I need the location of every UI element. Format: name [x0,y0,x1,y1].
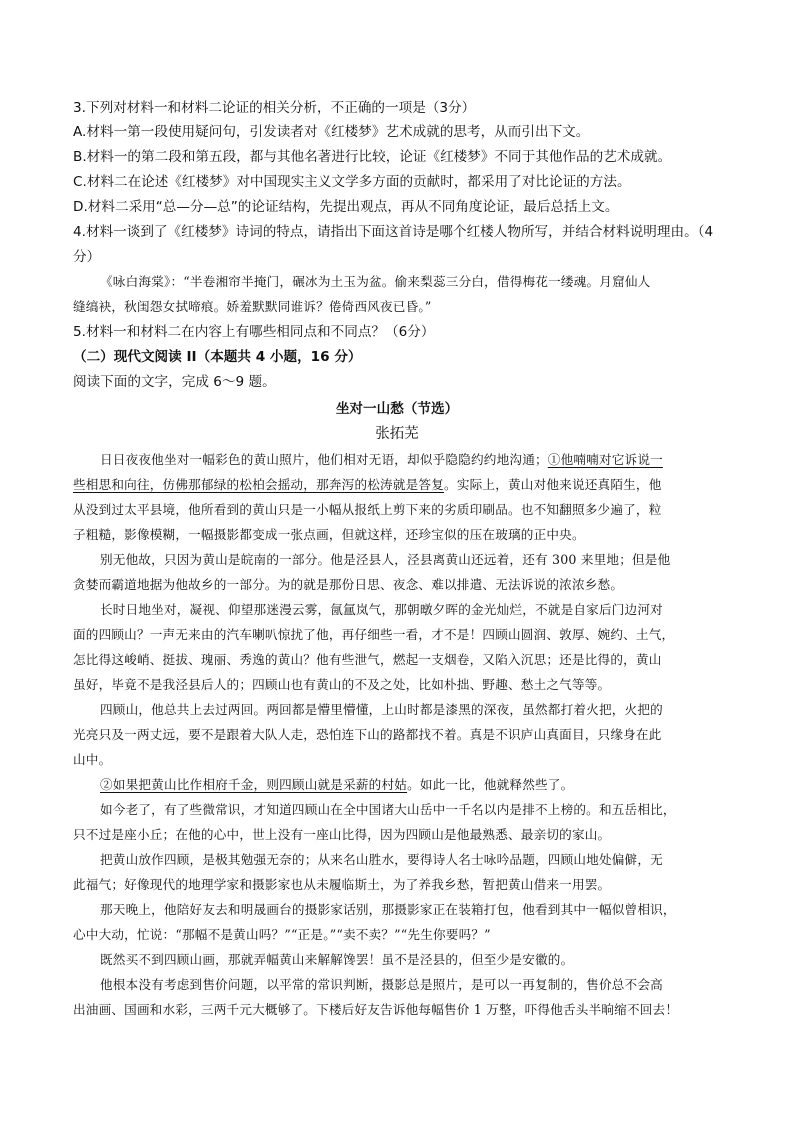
q5-stem: 5.材料一和材料二在内容上有哪些相同点和不同点？（6分） [73,324,435,340]
paragraph-7-line1: 把黄山放作四顾，是极其勉强无奈的；从来名山胜水，要得诗人名士咏吟品题，四顾山地处偏僻，无 [100,852,663,867]
paragraph-1-text-cont: 。实际上，黄山对他来说还真陌生，他 [444,477,662,492]
paragraph-1-line1 [100,450,663,470]
q3-option-c: C.材料二在论述《红楼梦》对中国现实主义文学多方面的贡献时，都采用了对比论证的方法。 [73,174,631,190]
q4-stem-line1: 4.材料一谈到了《红楼梦》诗词的特点，请指出下面这首诗是哪个红楼人物所写，并结合材料说明理由。（4 [73,224,714,240]
paragraph-4-line3: 山中。 [73,752,112,767]
section-heading: （二）现代文阅读 II（本题共 4 小题，16 分） [73,349,362,365]
q3-option-a: A.材料一第一段使用疑问句，引发读者对《红楼梦》艺术成就的思考，从而引出下文。 [73,124,590,140]
paragraph-4-line2: 光亮只及一两丈远，要不是跟着大队人走，恐怕连下山的路都找不着。真是不识庐山真面目，只缘身在此 [73,727,662,742]
section-instruction: 阅读下面的文字，完成 6～9 题。 [73,374,276,390]
paragraph-4-line1: 四顾山，他总共上去过两回。两回都是懵里懵懂，上山时都是漆黑的深夜，虽然都打着火把，火把的 [100,702,663,717]
paragraph-3-line2: 面的四顾山？一声无来由的汽车喇叭惊扰了他，再仔细些一看，才不是！四顾山圆润、敦厚、婉约、土气， [73,627,675,642]
q3-option-d: D.材料二采用“总—分—总”的论证结构，先提出观点，再从不同角度论证，最后总括上文。 [73,199,619,215]
q3-stem: 3.下列对材料一和材料二论证的相关分析，不正确的一项是（3分） [73,100,476,116]
paragraph-9: 既然买不到四顾山画，那就弄幅黄山来解解馋罢！虽不是泾县的，但至少是安徽的。 [100,952,574,967]
q4-stem-line2: 分） [73,249,101,265]
paragraph-2-line2: 贪婪而霸道地据为他故乡的一部分。为的就是那份日思、夜念、难以排遣、无法诉说的浓浓乡愁。 [73,577,624,592]
paragraph-1-line4: 子粗糙，影像模糊，一幅摄影都变成一张点画，但就这样，还珍宝似的压在玻璃的正中央。 [73,527,585,542]
paragraph-8-line1: 那天晚上，他陪好友去和明晟画台的摄影家话别，那摄影家正在装箱打包，他看到其中一幅似曾相识， [100,902,676,917]
paragraph-2-line1: 别无他故，只因为黄山是皖南的一部分。他是泾县人，泾县离黄山还远着，还有 300 来里地；但是他 [100,552,671,567]
article-author: 张拓芜 [375,426,419,442]
article-title: 坐对一山愁（节选） [335,401,459,417]
paragraph-3-line3: 怎比得这峻峭、挺拔、瑰丽、秀逸的黄山？他有些泄气，燃起一支烟卷，又陷入沉思；还是比得的，黄山 [73,652,662,667]
paragraph-7-line2: 此福气；好像现代的地理学家和摄影家也从未履临斯土，为了养我乡愁，暂把黄山借来一用罢。 [73,877,611,892]
underlined-sentence-1: ①他喃喃对它诉说一 [547,452,663,467]
underlined-sentence-2: ②如果把黄山比作相府千金，则四顾山就是采薪的村姑 [100,777,408,792]
paragraph-5 [100,775,573,795]
paragraph-3-line4: 虽好，毕竟不是我泾县后人的；四顾山也有黄山的不及之处，比如朴拙、野趣、愁土之气等等。 [73,677,611,692]
q4-poem-line2: 缝缟袂，秋闺怨女拭啼痕。娇羞默默同谁诉？倦倚西风夜已昏。” [73,299,432,314]
q3-option-b: B.材料一的第二段和第五段，都与其他名著进行比较，论证《红楼梦》不同于其他作品的艺术成就。 [73,149,672,165]
paragraph-10-line2: 出油画、国画和水彩，三两千元大概够了。下楼后好友告诉他每幅售价 1 万整，吓得他舌头半晌缩不回去！ [73,1002,679,1017]
paragraph-5-text: 。如此一比，他就释然些了。 [407,777,574,792]
underlined-sentence-1-cont: 些相思和向往，仿佛那郁绿的松柏会摇动，那奔泻的松涛就是答复 [73,477,445,492]
q4-poem-line1: 《咏白海棠》：“半卷湘帘半掩门，碾冰为土玉为盆。偷来梨蕊三分白，借得梅花一缕魂。月窟仙人 [100,274,651,289]
paragraph-8-line2: 心中大动，忙说：“那幅不是黄山吗？”“正是。”“卖不卖？”“先生你要吗？” [73,927,491,942]
paragraph-6-line2: 只不过是座小丘；在他的心中，世上没有一座山比得，因为四顾山是他最熟悉、最亲切的家山。 [73,827,611,842]
paragraph-10-line1: 他根本没有考虑到售价问题，以平常的常识判断，摄影总是照片，是可以一再复制的，售价总不会高 [100,977,663,992]
paragraph-6-line1: 如今老了，有了些微常识，才知道四顾山在全中国诸大山岳中一千名以内是排不上榜的。和五岳相比， [100,802,676,817]
paragraph-1-line2 [73,475,662,495]
paragraph-1-text: 日日夜夜他坐对一幅彩色的黄山照片，他们相对无语，却似乎隐隐约约地沟通； [100,452,548,467]
paragraph-3-line1: 长时日地坐对，凝视、仰望那迷漫云雾，氤氲岚气，那朝暾夕晖的金光灿烂，不就是自家后门边河对 [100,602,663,617]
paragraph-1-line3: 从没到过太平县境，他所看到的黄山只是一小幅从报纸上剪下来的劣质印刷品。也不知翻照多少遍了，粒 [73,502,662,517]
